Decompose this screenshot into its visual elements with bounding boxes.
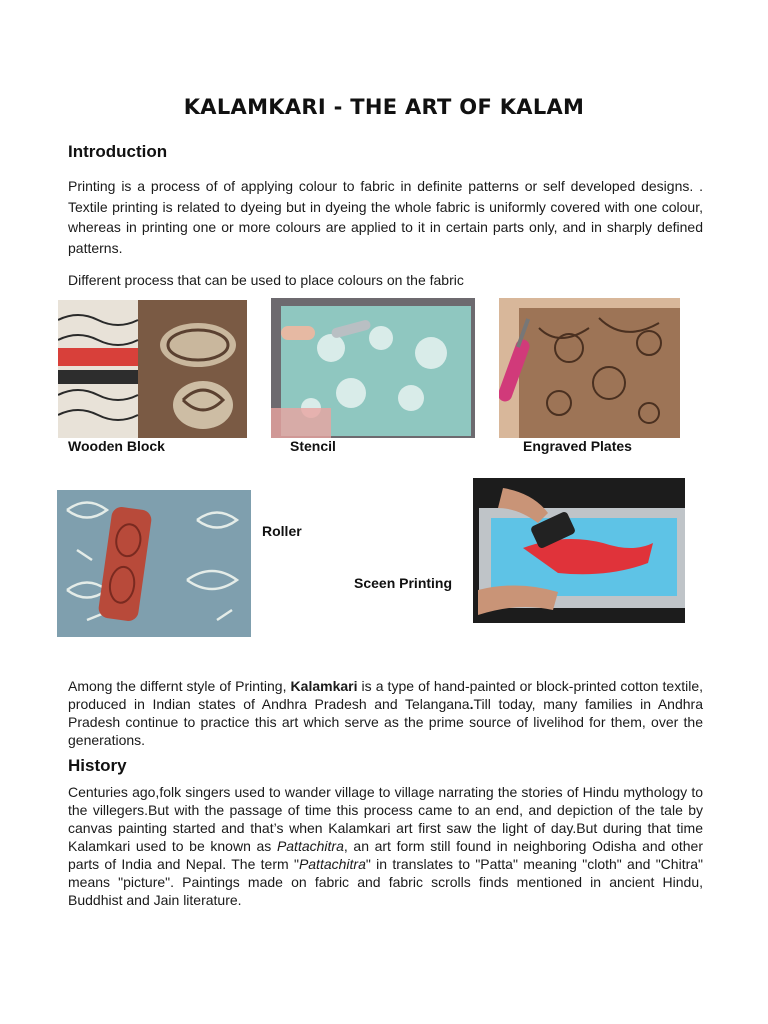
kalamkari-term: Kalamkari	[290, 678, 358, 694]
roller-caption: Roller	[262, 523, 302, 539]
stencil-photo	[271, 298, 475, 438]
introduction-heading: Introduction	[68, 142, 168, 161]
history-paragraph	[68, 783, 703, 909]
kalamkari-text-2: is a type of hand-painted or block-printed cotton textile, produced in Indian states of Andhra Pradesh and Telangana	[68, 678, 703, 712]
history-text-1: Centuries ago,folk singers used to wander village to village narrating the stories of Hindu mythology to the villegers.But with the passage of time this process came to an end, and depiction of the tale by canvas painting started and that’s when Kalamkari art first saw the light of day.But during that time Kalamkari used to be known as	[68, 784, 703, 854]
engraved-plates-caption: Engraved Plates	[523, 438, 632, 454]
kalamkari-period: .	[469, 696, 474, 712]
kalamkari-text-3: Till today, many families in Andhra Pradesh continue to practice this art which serve as the prime source of livelihod for them, over the generations.	[68, 696, 703, 748]
history-heading: History	[68, 756, 127, 775]
engraved-plates-photo	[499, 298, 680, 438]
roller-photo	[57, 490, 251, 637]
history-text-2: , an art form still found in neighboring Odisha and other parts of India and Nepal. The term "	[68, 838, 703, 872]
screen-printing-photo	[473, 478, 685, 623]
stencil-caption: Stencil	[290, 438, 336, 454]
page-title: KALAMKARI - THE ART OF KALAM	[183, 95, 585, 119]
kalamkari-paragraph	[68, 677, 703, 749]
wooden-block-caption: Wooden Block	[68, 438, 165, 454]
wooden-block-photo	[58, 300, 247, 438]
kalamkari-text-1: Among the differnt style of Printing,	[68, 678, 291, 694]
screen-printing-caption: Sceen Printing	[354, 575, 453, 591]
processes-lead: Different process that can be used to place colours on the fabric	[68, 272, 464, 288]
introduction-paragraph: Printing is a process of of applying colour to fabric in definite patterns or self developed designs. . Textile printing is related to dyeing but in dyeing the whole fabric is uniformly covered with one colour, whereas in printing one or more colours are applied to it in certain parts only, and in sharply defined patterns.	[68, 178, 703, 256]
history-term-1: Pattachitra	[276, 838, 344, 854]
history-text-3: " in translates to "Patta" meaning "cloth" and "Chitra" means "picture". Paintings made on fabric and fabric scrolls finds mentioned in ancient Hindu, Buddhist and Jain literature.	[68, 856, 704, 908]
history-term-2: Pattachitra	[298, 856, 366, 872]
